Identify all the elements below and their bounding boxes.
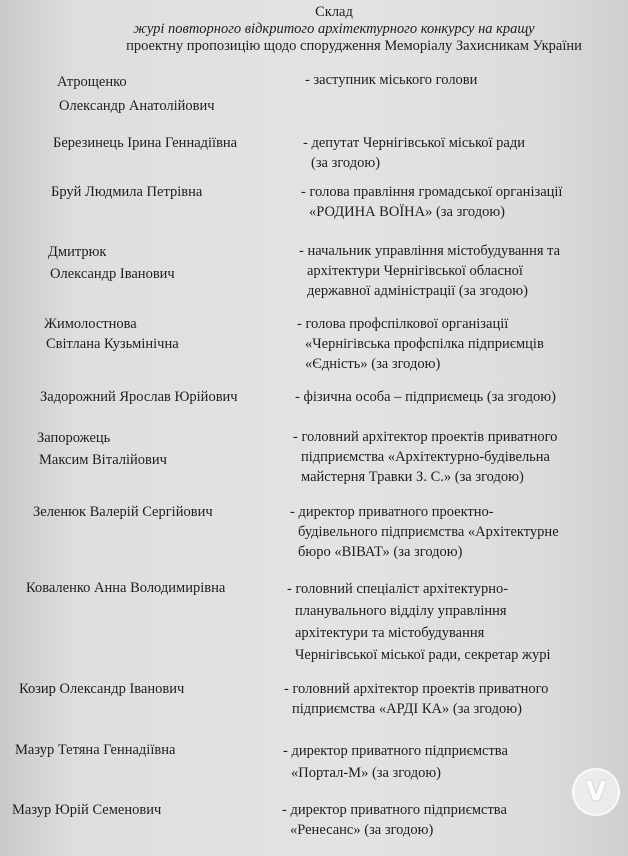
header-line-2: журі повторного відкритого архітектурного конкурсу на кращу <box>133 21 535 37</box>
member-role-line: майстерня Травки З. С.» (за згодою) <box>301 469 524 485</box>
member-role <box>290 502 559 562</box>
member-role <box>282 800 507 840</box>
member-role <box>305 70 477 90</box>
member-name-line: Світлана Кузьмінічна <box>46 336 179 352</box>
member-name <box>19 679 184 699</box>
member-role <box>297 314 544 374</box>
member-role-line: будівельного підприємства «Архітектурне <box>298 524 559 540</box>
member-role <box>293 427 557 487</box>
member-role <box>284 679 548 719</box>
member-role <box>295 387 556 407</box>
member-name-line: Максим Віталійович <box>39 452 167 468</box>
member-name-line: Жимолостнова <box>44 316 137 332</box>
member-name-line: Березинець Ірина Геннадіївна <box>53 135 238 151</box>
member-name-line: Козир Олександр Іванович <box>19 681 185 697</box>
member-name-line: Мазур Юрій Семенович <box>12 802 162 818</box>
member-role-line: підприємства «АРДІ КА» (за згодою) <box>292 701 522 717</box>
document-header <box>0 4 628 55</box>
member-name-line: Атрощенко <box>57 74 127 90</box>
member-name-line: Зеленюк Валерій Сергійович <box>33 504 213 520</box>
member-role-line: - головний архітектор проектів приватного <box>293 429 558 445</box>
member-name <box>33 502 213 522</box>
member-role-line: - заступник міського голови <box>305 72 478 88</box>
member-role-line: - головний спеціаліст архітектурно- <box>287 581 509 597</box>
member-role-line: планувального відділу управління <box>295 603 507 619</box>
member-role-line: «Чернігівська профспілка підприємців <box>305 336 544 352</box>
member-role-line: - голова правління громадської організації <box>301 184 563 200</box>
member-name <box>26 578 225 598</box>
member-role <box>283 740 508 784</box>
member-role-line: - директор приватного проектно- <box>290 504 494 520</box>
member-role <box>303 133 525 173</box>
watermark-letter: V <box>585 777 607 807</box>
member-name <box>12 800 161 820</box>
member-role-line: - фізична особа – підприємець (за згодою) <box>295 389 556 405</box>
member-role-line: - головний архітектор проектів приватного <box>284 681 549 697</box>
member-role-line: «Портал-М» (за згодою) <box>291 765 441 781</box>
member-role-line: Чернігівської міської ради, секретар журі <box>295 647 551 663</box>
member-name-line: Запорожець <box>37 430 111 446</box>
member-name-line: Бруй Людмила Петрівна <box>51 184 203 200</box>
member-name-line: Коваленко Анна Володимирівна <box>26 580 226 596</box>
member-role-line: - начальник управління містобудування та <box>299 243 561 259</box>
member-name <box>48 241 175 285</box>
member-role-line: архітектури Чернігівської обласної <box>307 263 523 279</box>
member-role-line: «Ренесанс» (за згодою) <box>290 822 434 838</box>
member-role-line: - директор приватного підприємства <box>283 743 508 759</box>
member-name <box>57 70 215 118</box>
member-role-line: - голова профспілкової організації <box>297 316 509 332</box>
member-name-line: Задорожний Ярослав Юрійович <box>40 389 238 405</box>
header-title: Склад <box>315 4 353 20</box>
member-name-line: Олександр Іванович <box>50 266 175 282</box>
member-name <box>15 740 175 760</box>
member-role-line: - директор приватного підприємства <box>282 802 507 818</box>
member-role <box>301 182 562 222</box>
member-name <box>40 387 238 407</box>
member-name <box>44 314 179 354</box>
member-name-line: Олександр Анатолійович <box>59 98 215 114</box>
member-role <box>287 578 551 666</box>
member-role <box>299 241 560 301</box>
header-line-3: проектну пропозицію щодо спорудження Меморіалу Захисникам України <box>126 38 582 54</box>
member-role-line: архітектури та містобудування <box>295 625 485 641</box>
member-name-line: Дмитрюк <box>48 244 107 260</box>
member-role-line: - депутат Чернігівської міської ради <box>303 135 525 151</box>
member-role-line: підприємства «Архітектурно-будівельна <box>301 449 550 465</box>
member-role-line: (за згодою) <box>311 155 381 171</box>
member-name-line: Мазур Тетяна Геннадіївна <box>15 742 176 758</box>
member-role-line: бюро «ВІВАТ» (за згодою) <box>298 544 463 560</box>
member-name <box>53 133 237 153</box>
publisher-logo-icon <box>572 768 620 816</box>
member-role-line: державної адміністрації (за згодою) <box>307 283 528 299</box>
member-name <box>51 182 202 202</box>
member-role-line: «РОДИНА ВОЇНА» (за згодою) <box>309 204 506 220</box>
member-role-line: «Єдність» (за згодою) <box>305 356 441 372</box>
member-name <box>37 427 167 471</box>
